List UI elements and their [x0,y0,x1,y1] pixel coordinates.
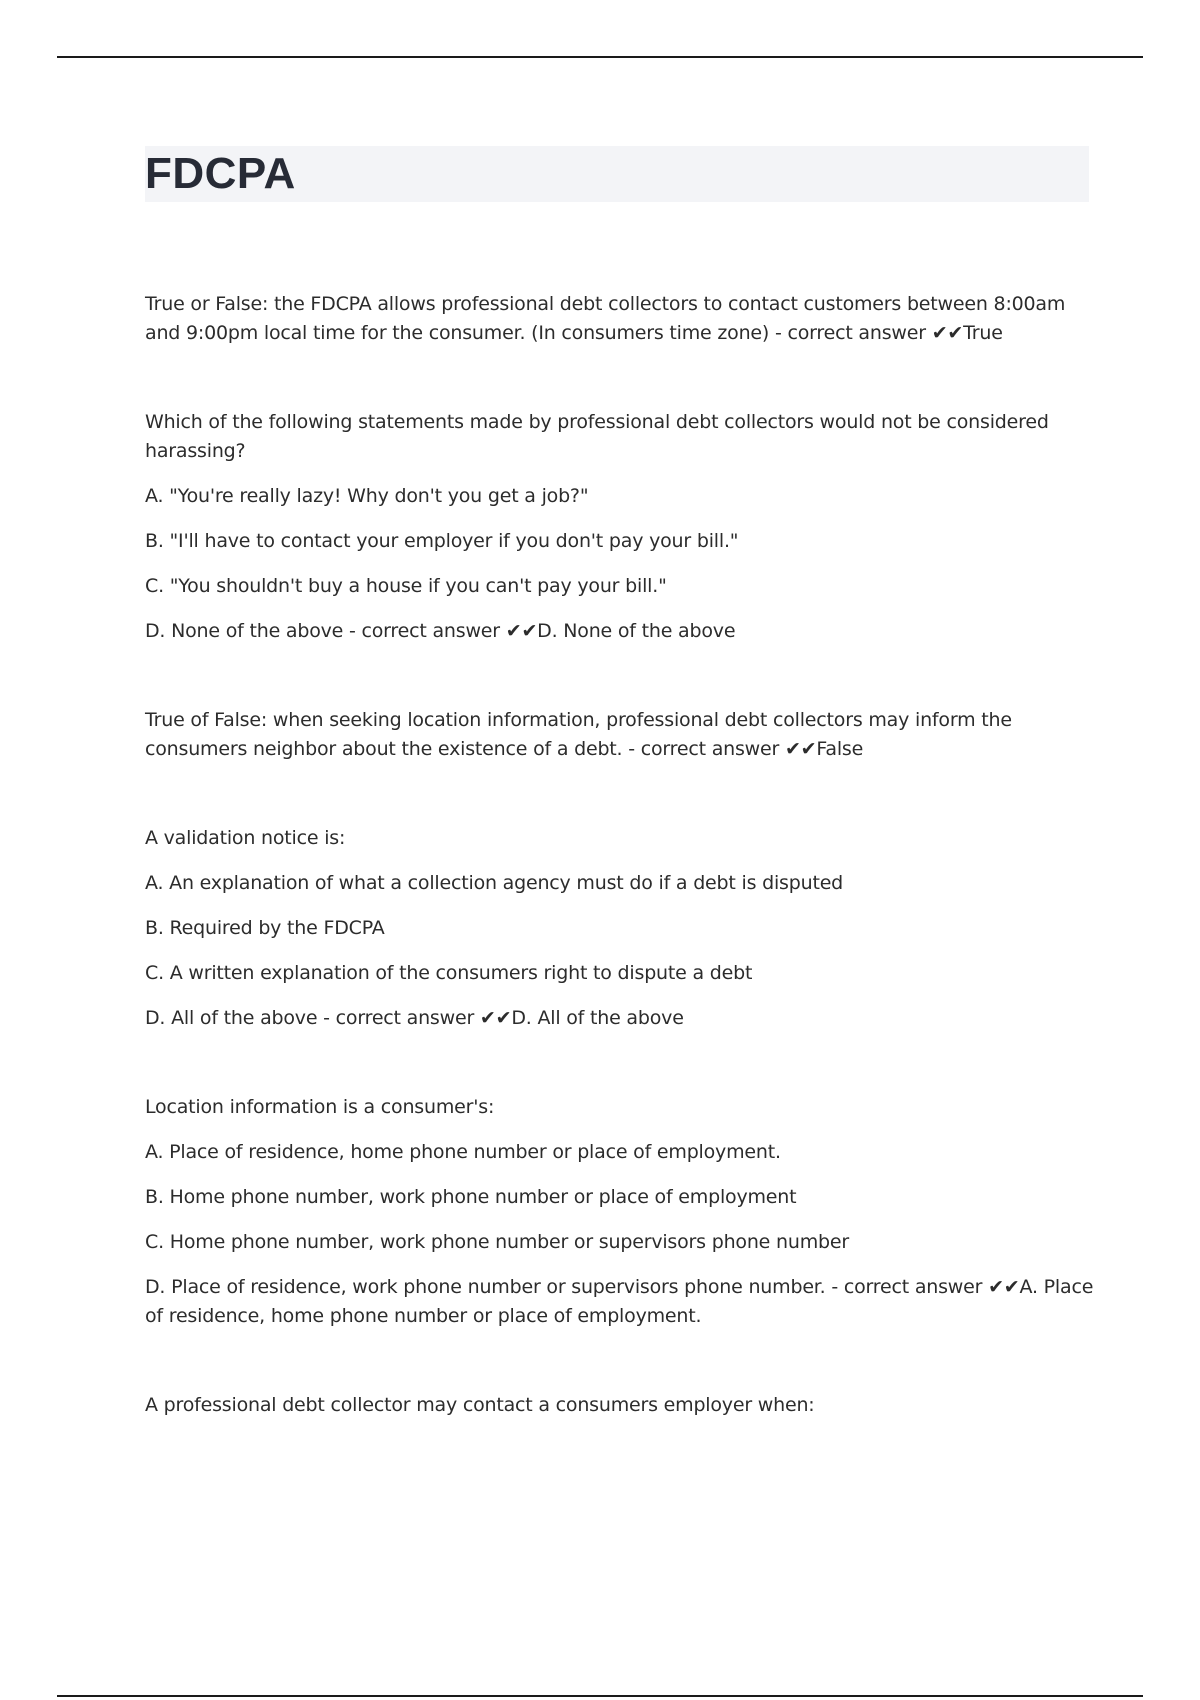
question-block-5 [145,1093,1095,1331]
document-body [145,290,1095,1480]
question-text: True of False: when seeking location information, professional debt collectors may inform the consumers neighbor about the existence of a debt. - correct answer ✔✔False [145,709,1012,760]
question-block-3 [145,706,1095,764]
answer-option-d: D. None of the above - correct answer ✔✔D. None of the above [145,620,736,642]
question-block-2 [145,408,1095,646]
answer-option-b: B. Home phone number, work phone number or place of employment [145,1186,797,1208]
answer-option-c: C. Home phone number, work phone number or supervisors phone number [145,1231,849,1253]
question-text: A professional debt collector may contact a consumers employer when: [145,1394,815,1416]
page-top-rule [57,56,1143,58]
page-bottom-rule [57,1695,1143,1697]
question-text: A validation notice is: [145,827,346,849]
answer-option-d: D. All of the above - correct answer ✔✔D. All of the above [145,1007,684,1029]
answer-option-b: B. "I'll have to contact your employer if you don't pay your bill." [145,530,739,552]
answer-option-c: C. "You shouldn't buy a house if you can't pay your bill." [145,575,667,597]
question-block-1 [145,290,1095,348]
answer-option-a: A. Place of residence, home phone number or place of employment. [145,1141,781,1163]
answer-option-a: A. "You're really lazy! Why don't you get a job?" [145,485,589,507]
question-block-6 [145,1391,1095,1420]
question-text: True or False: the FDCPA allows professional debt collectors to contact customers between 8:00am and 9:00pm local time for the consumer. (In consumers time zone) - correct answer ✔✔True [145,293,1066,344]
answer-option-c: C. A written explanation of the consumers right to dispute a debt [145,962,753,984]
question-block-4 [145,824,1095,1033]
answer-option-d: D. Place of residence, work phone number or supervisors phone number. - correct answer ✔✔A. Place of residence, home phone number or place of employment. [145,1276,1094,1327]
page-title: FDCPA [145,149,296,198]
question-text: Which of the following statements made by professional debt collectors would not be considered harassing? [145,411,1049,462]
answer-option-b: B. Required by the FDCPA [145,917,385,939]
answer-option-a: A. An explanation of what a collection agency must do if a debt is disputed [145,872,844,894]
question-text: Location information is a consumer's: [145,1096,495,1118]
